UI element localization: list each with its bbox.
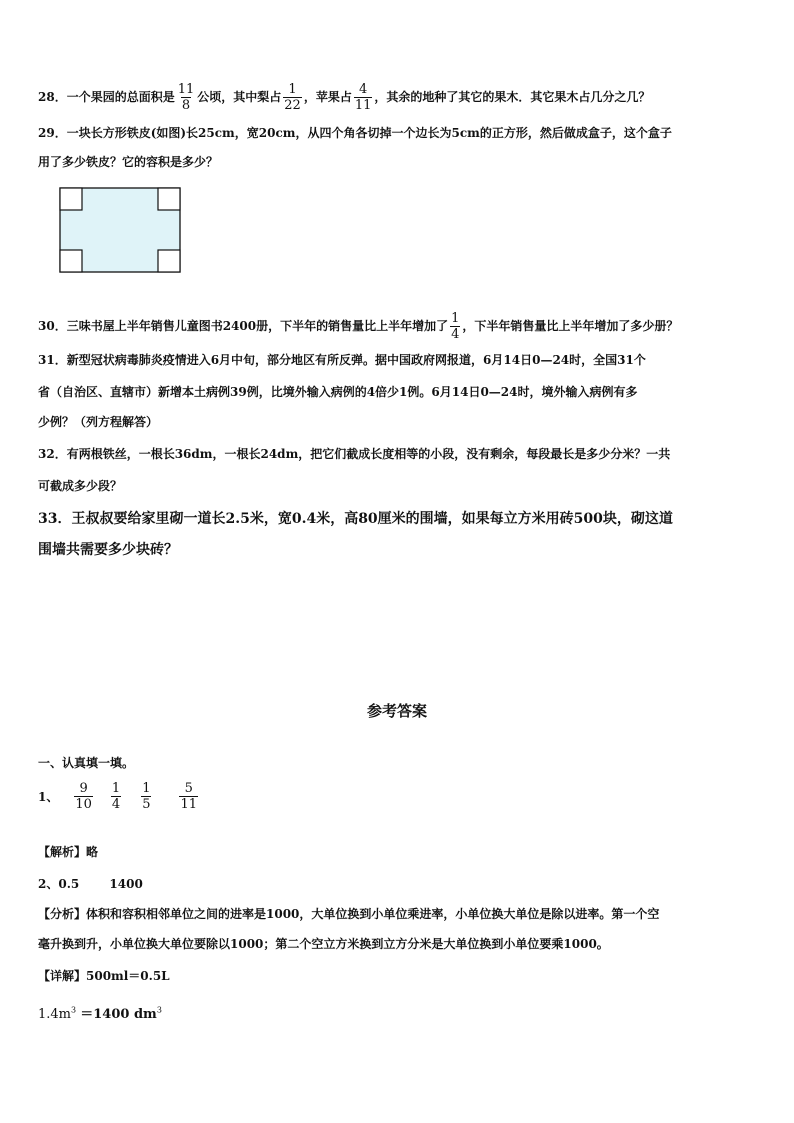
answer-2-value: 1400 [109,877,143,891]
question-32-line-1: 32．有两根铁丝，一根长36dm，一根长24dm，把它们截成长度相等的小段，没有剩余，每段最长是多少分米？一共 [38,447,671,461]
question-29-line-2: 用了多少铁皮？它的容积是多少？ [38,155,219,169]
q30-text-pre: 30．三味书屋上半年销售儿童图书2400册，下半年的销售量比上半年增加了 [38,319,449,333]
answer-2 [38,875,143,892]
answer-1-fraction-3: $\frac{1}{5}$ [142,781,151,812]
q28-text-mid2: ，苹果占 [303,90,352,104]
corner-square-top-left [60,188,82,210]
q28-fraction-2: $\frac{1}{22}$ [284,82,301,113]
answer-2-equation: $1.4m^3 =1400$ $dm^3$ [38,1005,162,1022]
answer-1 [38,781,200,812]
question-31-line-3: 少例？（列方程解答） [38,415,159,429]
question-30 [38,311,678,342]
answer-2-analysis-line-1: 【分析】体积和容积相邻单位之间的进率是1000，大单位换到小单位乘进率，小单位换大单位是除以进率。第一个空 [38,907,660,921]
corner-square-bottom-right [158,250,180,272]
corner-square-top-right [158,188,180,210]
answer-1-fraction-1: $\frac{9}{10}$ [75,781,92,812]
answers-title: 参考答案 [366,702,427,720]
sheet-figure [38,184,188,292]
answer-2-label: 2、0.5 [38,877,80,891]
question-33-line-1: 33．王叔叔要给家里砌一道长2.5米，宽0.4米，高80厘米的围墙，如果每立方米用砖500块，砌这道 [38,511,673,527]
rectangle-diagram [38,184,188,292]
question-32-line-2: 可截成多少段？ [38,479,123,493]
answer-2-detail: 【详解】500ml＝0.5L [38,969,170,983]
question-31-line-2: 省（自治区、直辖市）新增本土病例39例，比境外输入病例的4倍少1例。6月14日0—24时，境外输入病例有多 [38,385,638,399]
q28-text-pre: 28．一个果园的总面积是 [38,90,175,104]
q28-fraction-1: $\frac{11}{8}$ [177,82,195,113]
question-31-line-1: 31．新型冠状病毒肺炎疫情进入6月中旬，部分地区有所反弹。据中国政府网报道，6月14日0—24时，全国31个 [38,353,646,367]
question-29-line-1: 29．一块长方形铁皮(如图)长25cm，宽20cm，从四个角各切掉一个边长为5cm的正方形，然后做成盒子，这个盒子 [38,126,672,140]
question-33-line-2: 围墙共需要多少块砖？ [38,542,178,558]
q28-text-post: ，其余的地种了其它的果木．其它果木占几分之几？ [374,90,651,104]
q30-fraction: $\frac{1}{4}$ [451,311,460,342]
answer-1-analysis: 【解析】略 [38,845,99,859]
q28-fraction-3: $\frac{4}{11}$ [354,82,372,113]
answers-section-1-heading: 一、认真填一填。 [38,756,135,770]
q30-text-post: ，下半年销售量比上半年增加了多少册？ [462,319,679,333]
answer-1-fraction-4: $\frac{5}{11}$ [180,781,198,812]
answer-1-label: 1、 [38,790,59,804]
answer-2-analysis-line-2: 毫升换到升，小单位换大单位要除以1000；第二个空立方米换到立方分米是大单位换到小单位要乘1000。 [38,937,609,951]
answer-1-fraction-2: $\frac{1}{4}$ [111,781,121,812]
corner-square-bottom-left [60,250,82,272]
q28-text-mid1: 公顷，其中梨占 [197,90,282,104]
question-28 [38,82,650,113]
